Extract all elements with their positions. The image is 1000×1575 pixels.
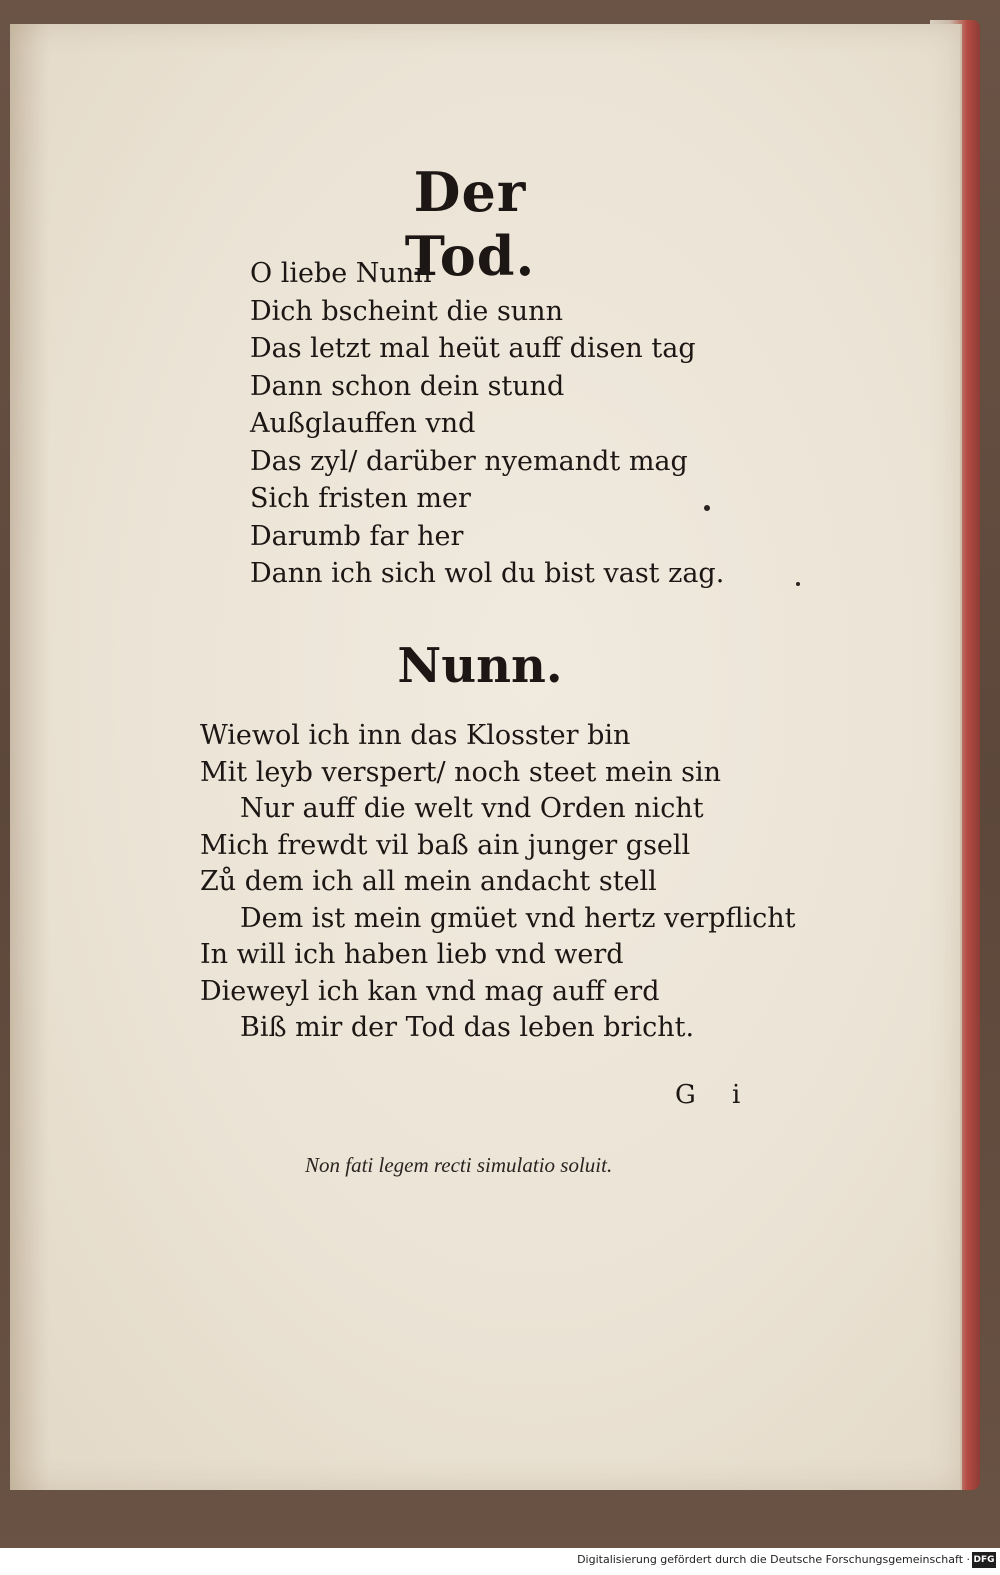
- heading-nunn: Nunn.: [397, 638, 563, 694]
- signature-mark: G i: [675, 1080, 755, 1110]
- verse-line: Mit leyb verspert/ noch steet mein sin: [200, 756, 722, 788]
- verse-line: In will ich haben lieb vnd werd: [200, 939, 624, 970]
- verse-line: O liebe Nunn: [250, 258, 432, 289]
- verse-line: Darumb far her: [250, 520, 464, 552]
- verse-line: Das zyl/ darüber nyemandt mag: [250, 445, 688, 477]
- stanza-der-tod: [250, 255, 724, 593]
- page-gutter-shadow: [10, 24, 50, 1490]
- verse-line: Außglauffen vnd: [250, 408, 476, 439]
- latin-motto: Non fati legem recti simulatio soluit.: [305, 1153, 613, 1177]
- verse-line: Dieweyl ich kan vnd mag auff erd: [200, 975, 660, 1007]
- dfg-logo: DFG: [972, 1552, 996, 1568]
- verse-line: Wiewol ich inn das Klosster bin: [200, 720, 631, 751]
- verse-line: Dann schon dein stund: [250, 370, 565, 402]
- ink-speck: [704, 505, 710, 511]
- verse-line: Dich bscheint die sunn: [250, 295, 563, 327]
- verse-line: Dann ich sich wol du bist vast zag.: [250, 558, 725, 589]
- ink-speck: [796, 582, 800, 586]
- verse-line: Zů dem ich all mein andacht stell: [200, 866, 657, 897]
- verse-line: Dem ist mein gmüet vnd hertz verpflicht: [240, 902, 796, 934]
- verse-line: Biß mir der Tod das leben bricht.: [240, 1012, 695, 1043]
- digitization-credit: Digitalisierung gefördert durch die Deutsche Forschungsgemeinschaft ·: [577, 1553, 970, 1566]
- heading-der-tod: Der Tod.: [404, 160, 536, 288]
- verse-line: Das letzt mal heüt auff disen tag: [250, 333, 696, 364]
- stanza-nunn: [200, 718, 795, 1047]
- verse-line: Sich fristen mer: [250, 483, 471, 514]
- verse-line: Nur auff die welt vnd Orden nicht: [240, 793, 704, 824]
- verse-line: Mich frewdt vil baß ain junger gsell: [200, 829, 691, 861]
